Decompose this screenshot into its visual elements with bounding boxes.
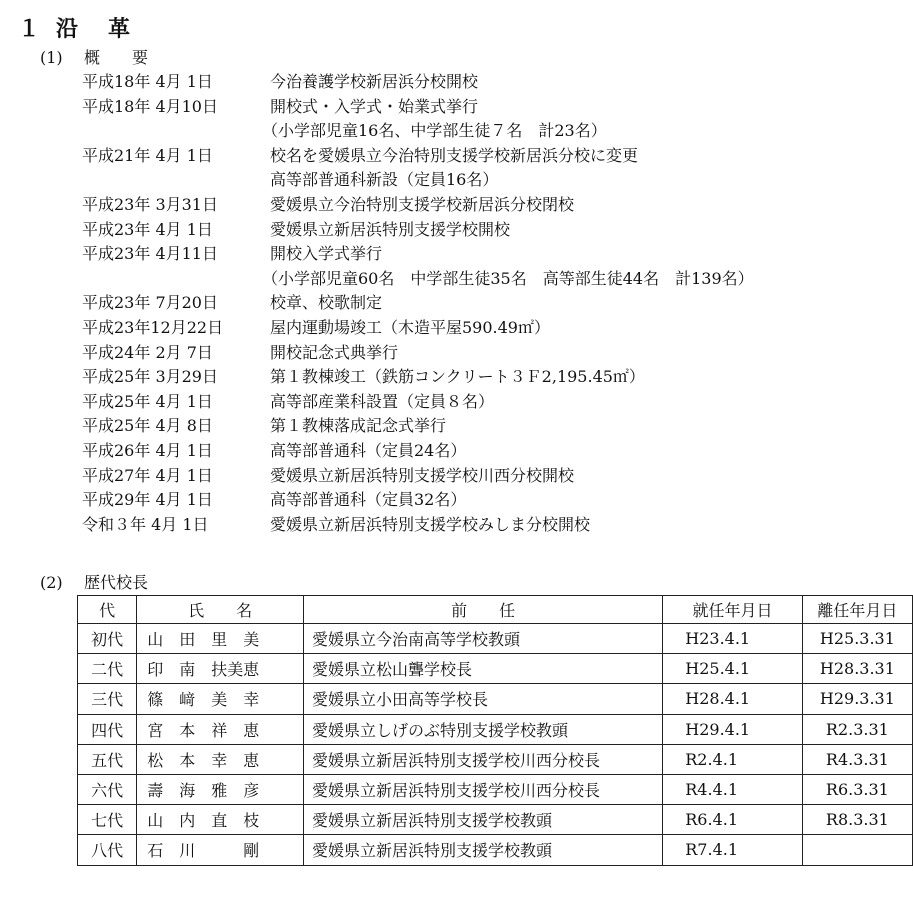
history-event: 高等部普通科（定員32名） [270, 490, 467, 510]
history-date: 平成25年 4月 1日 [82, 391, 213, 411]
cell-start-date: R2.4.1 [663, 744, 803, 774]
cell-start-date: H28.4.1 [663, 684, 803, 714]
cell-start-date: R7.4.1 [663, 835, 803, 865]
history-date: 平成21年 4月 1日 [82, 145, 213, 165]
title-number: １ [18, 17, 43, 42]
cell-previous-post: 愛媛県立松山聾学校長 [304, 654, 663, 684]
principals-table [77, 595, 913, 866]
history-date: 平成23年 4月 1日 [82, 219, 213, 239]
history-event: 愛媛県立新居浜特別支援学校川西分校開校 [270, 465, 575, 485]
table-row [78, 714, 913, 744]
table-row [78, 805, 913, 835]
history-date: 平成23年 4月11日 [82, 244, 218, 264]
cell-name: 山 内 直 枝 [137, 805, 304, 835]
history-date: 平成25年 3月29日 [82, 367, 218, 387]
table-row [78, 835, 913, 865]
section-label: 歴代校長 [84, 573, 149, 592]
cell-dai: 三代 [78, 684, 137, 714]
cell-name: 石 川 剛 [137, 835, 304, 865]
cell-previous-post: 愛媛県立新居浜特別支援学校川西分校長 [304, 774, 663, 804]
table-row [78, 624, 913, 654]
history-event: （小学部児童60名 中学部生徒35名 高等部生徒44名 計139名） [262, 268, 754, 288]
history-event: 校名を愛媛県立今治特別支援学校新居浜分校に変更 [270, 145, 639, 165]
cell-dai: 二代 [78, 654, 137, 684]
cell-previous-post: 愛媛県立小田高等学校長 [304, 684, 663, 714]
section-heading-principals [40, 570, 148, 593]
cell-end-date: H28.3.31 [802, 654, 912, 684]
cell-name: 松 本 幸 恵 [137, 744, 304, 774]
header-start-date: 就任年月日 [663, 596, 803, 624]
cell-previous-post: 愛媛県立新居浜特別支援学校川西分校長 [304, 744, 663, 774]
history-event: 開校記念式典挙行 [270, 342, 399, 362]
cell-name: 印 南 扶美恵 [137, 654, 304, 684]
cell-start-date: H23.4.1 [663, 624, 803, 654]
history-event: 愛媛県立新居浜特別支援学校開校 [270, 219, 511, 239]
section-heading-overview [40, 45, 148, 68]
history-date: 平成23年 7月20日 [82, 293, 218, 313]
history-event: 愛媛県立今治特別支援学校新居浜分校閉校 [270, 194, 575, 214]
history-event: 今治養護学校新居浜分校開校 [270, 72, 479, 91]
history-date: 平成26年 4月 1日 [82, 440, 213, 460]
section-label: 概 要 [84, 48, 149, 67]
history-event: 開校式・入学式・始業式挙行 [270, 96, 479, 116]
history-event: 愛媛県立新居浜特別支援学校みしま分校開校 [270, 514, 591, 534]
history-date: 平成18年 4月10日 [82, 96, 218, 116]
cell-end-date: R2.3.31 [802, 714, 912, 744]
history-date: 平成24年 2月 7日 [82, 342, 213, 362]
header-end-date: 離任年月日 [802, 596, 912, 624]
table-row [78, 684, 913, 714]
history-event: 高等部普通科新設（定員16名） [270, 170, 499, 190]
table-row [78, 744, 913, 774]
section-number: (2) [40, 573, 63, 592]
header-dai: 代 [78, 596, 137, 624]
history-event: 屋内運動場竣工（木造平屋590.49㎡） [270, 317, 550, 337]
table-row [78, 774, 913, 804]
cell-end-date: R8.3.31 [802, 805, 912, 835]
table-header-row [78, 596, 913, 624]
cell-end-date: H29.3.31 [802, 684, 912, 714]
cell-previous-post: 愛媛県立しげのぶ特別支援学校教頭 [304, 714, 663, 744]
cell-end-date: R6.3.31 [802, 774, 912, 804]
history-date: 平成29年 4月 1日 [82, 490, 213, 510]
history-event: 第１教棟竣工（鉄筋コンクリート３Ｆ2,195.45㎡） [270, 367, 645, 387]
cell-name: 篠 﨑 美 幸 [137, 684, 304, 714]
cell-dai: 初代 [78, 624, 137, 654]
cell-start-date: H25.4.1 [663, 654, 803, 684]
cell-start-date: R6.4.1 [663, 805, 803, 835]
cell-start-date: R4.4.1 [663, 774, 803, 804]
header-previous-post: 前 任 [304, 596, 663, 624]
section-number: (1) [40, 48, 63, 67]
history-date: 平成18年 4月 1日 [82, 72, 213, 91]
cell-previous-post: 愛媛県立新居浜特別支援学校教頭 [304, 805, 663, 835]
history-event: 高等部産業科設置（定員８名） [270, 391, 495, 411]
history-date: 令和３年 4月 1日 [82, 514, 209, 534]
title-word-1: 沿 [56, 17, 81, 42]
cell-name: 山 田 里 美 [137, 624, 304, 654]
history-date: 平成23年12月22日 [82, 317, 224, 337]
cell-previous-post: 愛媛県立今治南高等学校教頭 [304, 624, 663, 654]
history-event: 第１教棟落成記念式挙行 [270, 416, 447, 436]
cell-dai: 七代 [78, 805, 137, 835]
table-row [78, 654, 913, 684]
history-event: 校章、校歌制定 [270, 293, 383, 313]
history-event: （小学部児童16名、中学部生徒７名 計23名） [262, 121, 607, 141]
cell-end-date [802, 835, 912, 865]
page-title [18, 12, 132, 43]
history-date: 平成25年 4月 8日 [82, 416, 213, 436]
title-word-2: 革 [108, 17, 133, 42]
history-date: 平成23年 3月31日 [82, 194, 218, 214]
cell-end-date: H25.3.31 [802, 624, 912, 654]
cell-dai: 八代 [78, 835, 137, 865]
header-name: 氏 名 [137, 596, 304, 624]
history-event: 高等部普通科（定員24名） [270, 440, 467, 460]
cell-start-date: H29.4.1 [663, 714, 803, 744]
cell-dai: 六代 [78, 774, 137, 804]
cell-name: 宮 本 祥 恵 [137, 714, 304, 744]
history-date: 平成27年 4月 1日 [82, 465, 213, 485]
cell-name: 壽 海 雅 彦 [137, 774, 304, 804]
cell-end-date: R4.3.31 [802, 744, 912, 774]
cell-previous-post: 愛媛県立新居浜特別支援学校教頭 [304, 835, 663, 865]
history-event: 開校入学式挙行 [270, 244, 383, 264]
cell-dai: 四代 [78, 714, 137, 744]
cell-dai: 五代 [78, 744, 137, 774]
